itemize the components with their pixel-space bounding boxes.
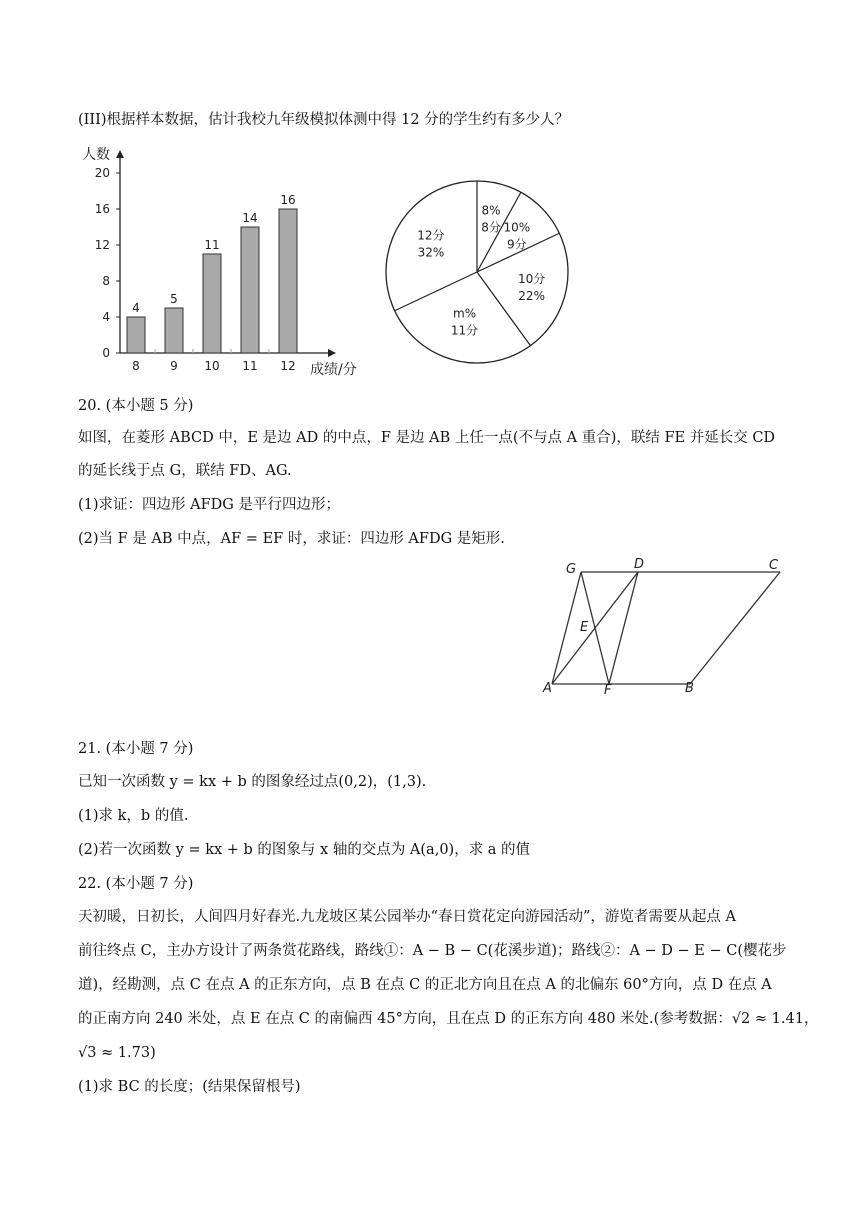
- pie-slice-label: 8分: [481, 220, 501, 235]
- y-tick-label: 12: [94, 238, 110, 252]
- bar: [203, 254, 221, 353]
- y-axis-arrow: [116, 150, 124, 158]
- pie-slice-label: m%: [453, 306, 477, 321]
- label-A: A: [543, 681, 552, 696]
- label-D: D: [634, 557, 645, 572]
- label-F: F: [604, 683, 612, 698]
- x-axis-title: 成绩/分: [310, 362, 357, 378]
- q21-stem: 已知一次函数 y = kx + b 的图象经过点(0,2)，(1,3).: [78, 774, 427, 790]
- y-tick-label: 16: [94, 202, 110, 216]
- x-tick-label: 12: [280, 359, 296, 373]
- rhombus-figure: [530, 552, 790, 702]
- bar: [241, 227, 259, 353]
- pie-slice-label: 8%: [481, 203, 501, 218]
- q20-part1: (1)求证：四边形 AFDG 是平行四边形；: [78, 497, 340, 513]
- pie-slice-label: 12分: [417, 228, 445, 243]
- label-E: E: [580, 620, 589, 635]
- pie-slice-label: 10%: [503, 220, 531, 235]
- label-G: G: [566, 562, 577, 577]
- q22-part1: (1)求 BC 的长度；(结果保留根号): [78, 1079, 301, 1095]
- pie-chart: [380, 176, 580, 376]
- bar-value-label: 11: [204, 238, 220, 252]
- q22-line5: √3 ≈ 1.73): [78, 1045, 156, 1061]
- q22-line3: 道)，经勘测，点 C 在点 A 的正东方向，点 B 在点 C 的正北方向且在点 A 的北偏东 60°方向，点 D 在点 A: [78, 977, 772, 993]
- x-tick-label: 8: [132, 359, 140, 373]
- q22-line1: 天初暖，日初长，人间四月好春光.九龙坡区某公园举办“春日赏花定向游园活动”，游览者需要从起点 A: [78, 909, 737, 925]
- label-C: C: [769, 558, 779, 573]
- y-axis-title: 人数: [82, 147, 110, 163]
- x-axis-arrow: [328, 349, 336, 357]
- y-tick-label: 20: [94, 166, 110, 180]
- bar: [279, 209, 297, 353]
- q20-header: 20. (本小题 5 分): [78, 398, 194, 414]
- label-B: B: [685, 681, 694, 696]
- y-tick-label: 8: [102, 274, 110, 288]
- bar-value-label: 5: [170, 292, 178, 306]
- bar: [165, 308, 183, 353]
- pie-slice-label: 22%: [518, 289, 545, 304]
- x-tick-label: 9: [170, 359, 178, 373]
- q21-part2: (2)若一次函数 y = kx + b 的图象与 x 轴的交点为 A(a,0)，求 a 的值: [78, 842, 531, 858]
- bar-chart: [78, 142, 378, 382]
- y-tick-label: 4: [102, 310, 110, 324]
- q22-line2: 前往终点 C，主办方设计了两条赏花路线，路线①：A − B − C(花溪步道)；路线②：A − D − E − C(樱花步: [78, 943, 787, 959]
- q21-header: 21. (本小题 7 分): [78, 741, 194, 757]
- q20-part2: (2)当 F 是 AB 中点，AF = EF 时，求证：四边形 AFDG 是矩形.: [78, 531, 505, 547]
- bar-value-label: 4: [132, 301, 140, 315]
- q19-part3: (III)根据样本数据，估计我校九年级模拟体测中得 12 分的学生约有多少人？: [78, 112, 570, 128]
- bar-value-label: 16: [280, 193, 296, 207]
- x-tick-label: 11: [242, 359, 258, 373]
- pie-slice-label: 32%: [417, 245, 445, 260]
- x-tick-label: 10: [204, 359, 220, 373]
- q20-stem-line1: 如图，在菱形 ABCD 中，E 是边 AD 的中点，F 是边 AB 上任一点(不与点 A 重合)，联结 FE 并延长交 CD: [78, 430, 776, 446]
- q22-line4: 的正南方向 240 米处，点 E 在点 C 的南偏西 45°方向，且在点 D 的正东方向 480 米处.(参考数据：√2 ≈ 1.41，: [78, 1011, 819, 1027]
- bar-value-label: 14: [242, 211, 258, 225]
- bar: [127, 317, 145, 353]
- pie-slice-label: 10分: [518, 272, 546, 287]
- q20-stem-line2: 的延长线于点 G，联结 FD、AG.: [78, 463, 292, 479]
- q22-header: 22. (本小题 7 分): [78, 876, 194, 892]
- y-tick-label: 0: [102, 346, 110, 360]
- q21-part1: (1)求 k，b 的值.: [78, 808, 189, 824]
- pie-slice-label: 9分: [506, 237, 527, 252]
- pie-slice-label: 11分: [450, 323, 479, 338]
